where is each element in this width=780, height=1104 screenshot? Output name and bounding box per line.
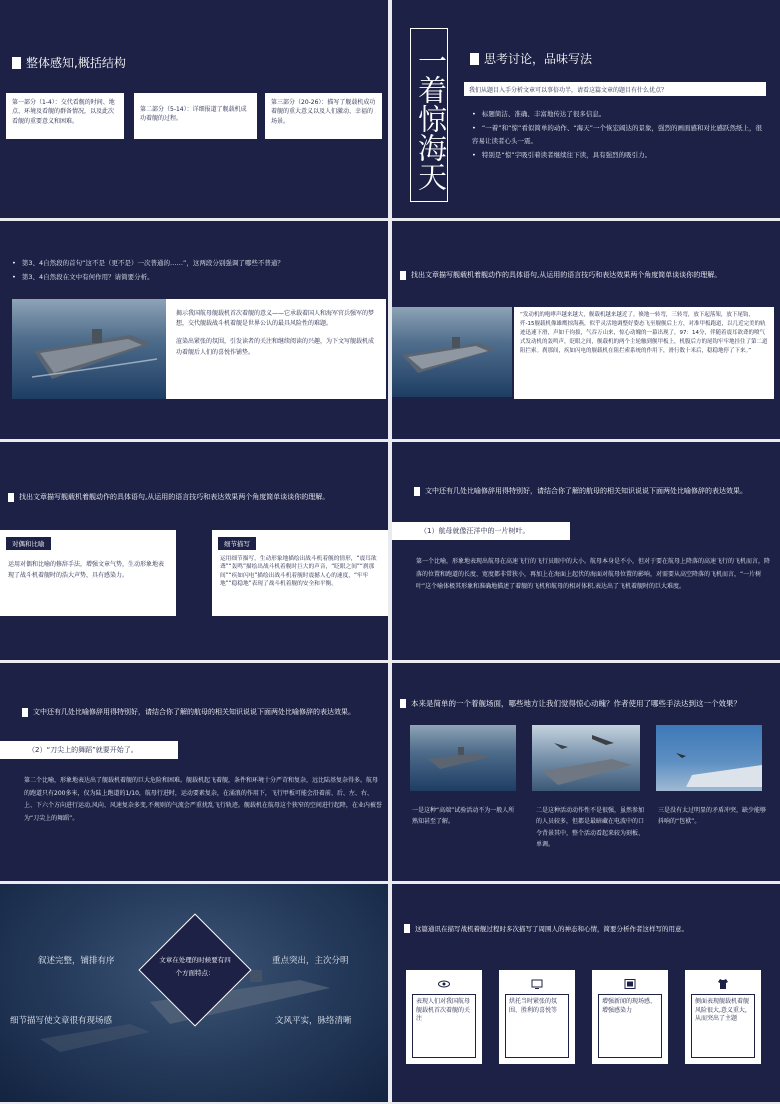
slide-heading	[470, 50, 592, 67]
subtitle-box: （2）“刀尖上的舞蹈”就要开始了。	[0, 741, 178, 759]
slide-heading	[400, 698, 776, 709]
question-item: • 第3、4自然段在文中有何作用？请简要分析。	[12, 271, 382, 285]
heading-text: 文中还有几处比喻修辞用得特别好，请结合你了解的航母的相关知识说说下面两处比喻修辞的表达效果。	[33, 708, 355, 716]
heading-text: 这篇通讯在描写战机着舰过程时多次描写了周围人的神态和心情，简要分析作者这样写的用意。	[415, 925, 688, 933]
answer-1: 揭示我国航母舰载机首次着舰的意义——它承载着国人和海军官兵强军的梦想，交代舰载战斗机着舰是世界公认的最具风险性的难题。	[176, 310, 375, 328]
card-text: 表现人们对我国航母舰载机首次着舰的关注	[412, 994, 476, 1058]
heading-bar	[400, 699, 406, 708]
card-3	[592, 970, 668, 1064]
card-4	[685, 970, 761, 1064]
heading-text: 思考讨论，品味写法	[484, 52, 593, 66]
left-text: 运用对偶和比喻的修辞手法，增强文章气势，生动形象地表现了战斗机着舰时的浩大声势，具有感染力。	[8, 561, 165, 579]
heading-text: 找出文章描写舰载机着舰动作的具体语句,从运用的语言技巧和表达效果两个角度简单谈谈你的理解。	[411, 271, 722, 279]
film-icon	[624, 978, 636, 990]
card-text: 增强新闻的现场感、增强感染力	[598, 994, 662, 1058]
slide-metaphor-2	[0, 663, 388, 881]
slide-title-analysis	[392, 0, 780, 218]
bullet-list	[472, 108, 768, 163]
point-3: 细节描写使文章很有现场感	[10, 1016, 113, 1026]
photo-jet-takeoff	[656, 725, 762, 791]
slide-heading	[400, 270, 776, 280]
slide-heading	[8, 492, 384, 502]
part-box-2: 第二部分（5-14）：详细报道了舰载机成功着舰的过程。	[134, 93, 257, 139]
vertical-title: 一着惊海天	[410, 28, 448, 202]
carrier-photo	[12, 299, 169, 399]
left-label: 对偶和比喻	[6, 537, 51, 550]
part-box-3: 第三部分（20-26）：描写了舰载机成功着舰的重大意义以及人们激动、幸福的场景。	[265, 93, 382, 139]
caption-1: 一是这种“高端”试验活动不为一般人所熟知甚至了解。	[412, 807, 515, 826]
heading-bar	[400, 271, 406, 280]
slide-heading	[414, 486, 774, 496]
heading-bar	[8, 493, 14, 502]
point-2: 重点突出，主次分明	[272, 956, 349, 966]
quote-box: “发动机的咆哮声越来越大，舰载机越来越近了。倏地一转弯，三转弯，放下起落架，放下尾钩，歼-15舰载机像雄鹰掠海燕，似乎灵活地调整好姿态飞至舰舰后上方，对准甲板跑道，以几近完美的轨迹迅速下滑，声如千钧拔，气吞万山来，惊心动魄的一幕出现了，97：14分，伴随着震耳欲聋的喷气式发动机的轰鸣声，眨眼之间，舰载机的两个主轮触到舰甲板上，机腹后方的尾钩牢牢地挂住了第二道阻拦索。刹那间，疾如闪电的舰载机在阻拦索系统的作用下，滑行数十米后，稳稳地停了下来。”	[514, 307, 774, 399]
part-box-1: 第一部分（1-4）：交代看舰的时间、地点、环境及看舰的群备情况，以及此次看舰的重要意义和困难。	[6, 93, 124, 139]
photo-jet-landing	[532, 725, 640, 791]
eye-icon	[438, 978, 450, 990]
question-list	[12, 257, 382, 284]
slide-heading	[12, 54, 126, 71]
shirt-icon	[717, 978, 729, 990]
bullet-item: • 标题简洁、准确、丰富地传达了很多信息。	[472, 108, 768, 122]
card-text: 侧面表现舰载机着舰风险很大,意义重大，从而突出了主题	[691, 994, 755, 1058]
slide-paragraph-analysis	[0, 221, 388, 439]
heading-text: 本来是简单的一个着舰场面，哪些地方让我们觉得惊心动魄？作者使用了哪些手法达到这一个效果？	[411, 699, 741, 708]
slide-landing-quote	[392, 221, 780, 439]
center-text: 文章在处理的时候要有四个方面特点：	[159, 956, 231, 977]
slide-thrilling-scene	[392, 663, 780, 881]
photo-carrier-sea	[410, 725, 516, 791]
heading-bar	[470, 53, 479, 65]
heading-text: 文中还有几处比喻修辞用得特别好，请结合你了解的航母的相关知识说说下面两处比喻修辞的表达效果。	[425, 487, 747, 495]
caption-2: 二是这种活动动作性不是很强，虽然参加的人员较多，但都是最暗藏在电波中的口令背景其中，整个活动看起来较为刻板、单调。	[536, 807, 645, 849]
monitor-icon	[531, 978, 543, 990]
point-1: 叙述完整，铺排有序	[38, 956, 115, 966]
carrier-photo	[392, 307, 512, 397]
card-2	[499, 970, 575, 1064]
card-text: 烘托当时紧张的氛围、胜利的喜悦等	[505, 994, 569, 1058]
slide-metaphor-1	[392, 442, 780, 660]
right-text: 运用细节描写，生动形象地描绘出战斗机着舰的情形，“震耳欲聋”“轰鸣”描绘出战斗机着舰时巨大的声音，“眨眼之间”“刹那间”“疾如闪电”描绘出战斗机着舰时震撼人心的速度，“牢牢地”“稳稳地”表现了战斗机着舰的安全和平衡。	[220, 556, 377, 587]
heading-bar	[404, 924, 410, 933]
heading-bar	[414, 487, 420, 496]
analysis-paragraph: 第一个比喻，形象地表现出航母在高速飞行的飞行员眼中的大小。航母本身是不小，但对于要在航母上降落的高速飞行的飞机而言，降落的位置和跑道的长度、宽度都非常狭小，再加上在海面上起伏的海面对航母位置的影响，对需要从高空降落的飞机而言，“一片树叶”这个喻体极其形象和准确地描述了着舰的飞机和航母的相对体积,表达出了飞机着舰时的巨大难度。	[416, 558, 771, 591]
slide-four-features	[0, 884, 388, 1102]
answer-box	[166, 299, 386, 399]
caption-3: 三是没有太过明显的矛盾冲突，缺少能够抖响的“包袱”。	[658, 807, 767, 826]
bullet-item: • “一着”和“惊”看似简单的动作、“海天”一个恢宏阔达的景象，强烈的画面感和对比感跃然纸上，很容易让读者心头一震。	[472, 122, 768, 149]
answer-2: 渲染出紧张的氛围，引发读者的关注和继续阅读的兴趣，为下文写舰载机成功着舰后人们的喜悦作铺垫。	[176, 338, 375, 356]
question-item: • 第3、4自然段的首句“这不是（更不是）一次普通的……”，这两段分别强调了哪些不普通？	[12, 257, 382, 271]
heading-bar	[22, 708, 28, 717]
question-box: 我们从题目入手分析文章可以事倍功半，请看这篇文章的题目有什么优点？	[464, 82, 766, 96]
slide-heading	[22, 707, 382, 717]
slide-heading	[404, 924, 774, 933]
card-1	[406, 970, 482, 1064]
point-4: 文风平实，脉络清晰	[275, 1016, 352, 1026]
heading-text: 找出文章描写舰载机着舰动作的具体语句,从运用的语言技巧和表达效果两个角度简单谈谈你的理解。	[19, 493, 330, 501]
heading-bar	[12, 57, 21, 69]
heading-text: 整体感知,概括结构	[26, 56, 126, 70]
slide-purpose-analysis	[392, 884, 780, 1102]
bullet-item: • 特别是“惊”字吸引着读者继续往下读，具有强烈的吸引力。	[472, 149, 768, 163]
slide-techniques	[0, 442, 388, 660]
analysis-paragraph: 第二个比喻，形象地表达出了舰载机着舰的巨大危险和困难。舰载机起飞着舰，条件和环境十分严苛和复杂，远比陆基复杂得多。航母的跑道只有200多米，仅为陆上跑道的1/10，航母行进时，运动要素复杂，在涌浪的作用下，飞行甲板可能会沿着前、后、左、右、上、下六个方向进行运动,风向、风速复杂多变,不规则的气流会严重扰乱飞行轨迹。舰载机在航母这个狭窄的空间进行起降，在业内被誉为“刀尖上的舞蹈”。	[24, 777, 382, 822]
subtitle-box: （1）航母就像汪洋中的一片树叶。	[392, 522, 570, 540]
right-label: 细节描写	[218, 537, 256, 550]
slide-structure	[0, 0, 388, 218]
